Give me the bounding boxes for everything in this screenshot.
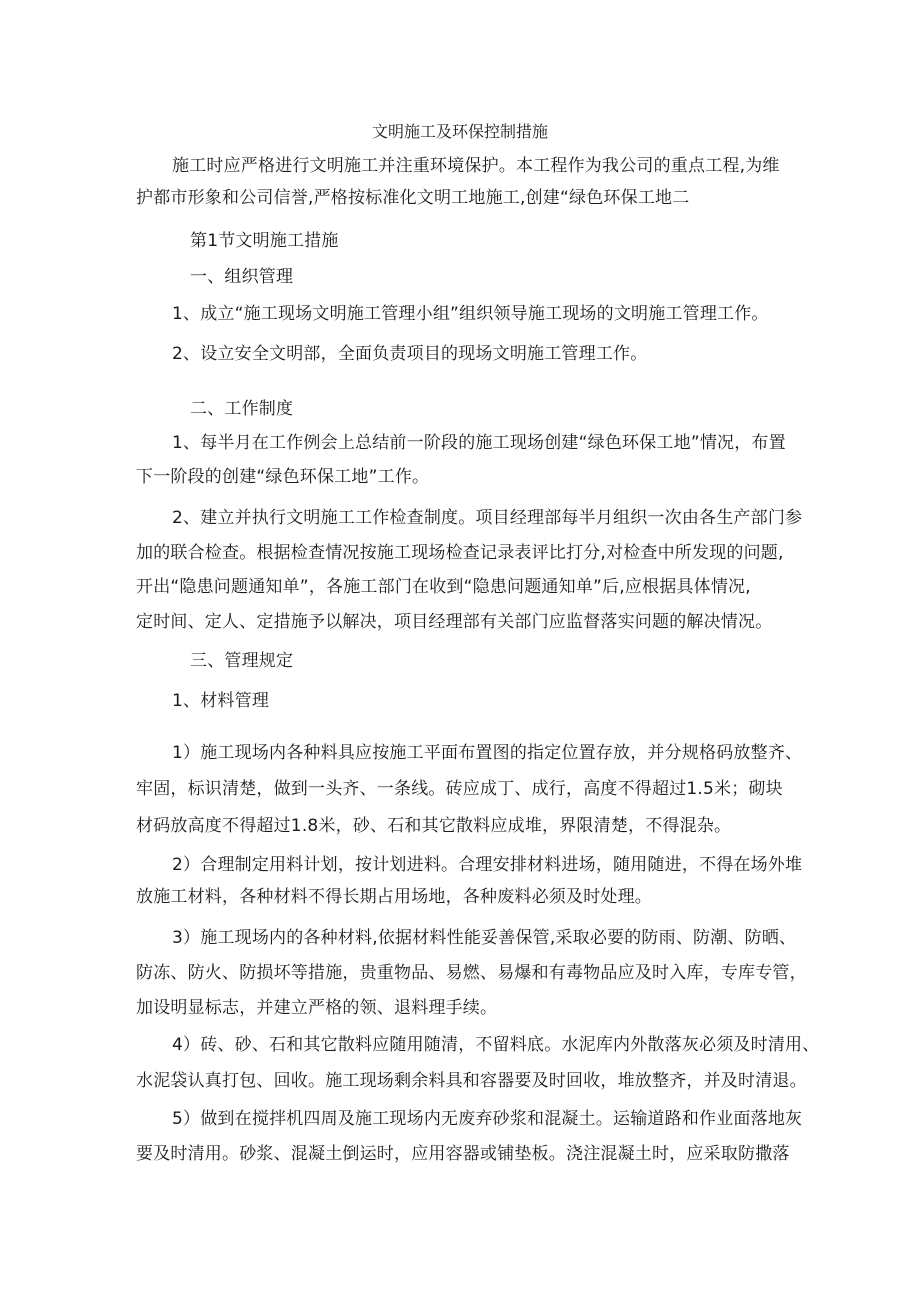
part2-heading: 二、工作制度 — [190, 399, 294, 419]
part3-p5-line-1: 5）做到在搅拌机四周及施工现场内无废弃砂浆和混凝土。运输道路和作业面落地灰 — [172, 1109, 803, 1129]
part2-item1-line-1: 1、每半月在工作例会上总结前一阶段的施工现场创建“绿色环保工地”情况，布置 — [172, 433, 786, 453]
part3-p3-line-3: 加设明显标志，并建立严格的领、退料理手续。 — [136, 998, 498, 1018]
section-heading: 第1节文明施工措施 — [190, 231, 339, 251]
part3-p2-line-1: 2）合理制定用料计划，按计划进料。合理安排材料进场，随用随进，不得在场外堆 — [172, 855, 803, 875]
document-title: 文明施工及环保控制措施 — [371, 122, 548, 141]
part3-heading: 三、管理规定 — [190, 651, 294, 671]
part3-p1-line-3: 材码放高度不得超过1.8米，砂、石和其它散料应成堆，界限清楚，不得混杂。 — [136, 816, 732, 836]
part3-p1-line-1: 1）施工现场内各种料具应按施工平面布置图的指定位置存放，并分规格码放整齐、 — [172, 743, 803, 763]
part3-p1-line-2: 牢固，标识清楚，做到一头齐、一条线。砖应成丁、成行，高度不得超过1.5米；砌块 — [136, 779, 783, 799]
part3-sub1-heading: 1、材料管理 — [172, 691, 270, 711]
part3-p3-line-1: 3）施工现场内的各种材料,依据材料性能妥善保管,采取必要的防雨、防潮、防晒、 — [172, 928, 797, 948]
part1-item-2: 2、设立安全文明部，全面负责项目的现场文明施工管理工作。 — [172, 344, 648, 364]
part3-p4-line-2: 水泥袋认真打包、回收。施工现场剩余料具和容器要及时回收，堆放整齐，并及时清退。 — [136, 1071, 807, 1091]
part2-item2-line-2: 加的联合检查。根据检查情况按施工现场检查记录表评比打分,对检查中所发现的问题, — [136, 543, 784, 563]
part3-p5-line-2: 要及时清用。砂浆、混凝土倒运时，应用容器或铺垫板。浇注混凝土时，应采取防撒落 — [136, 1144, 790, 1164]
part2-item2-line-3: 开出“隐患问题通知单”，各施工部门在收到“隐患问题通知单”后,应根据具体情况, — [136, 577, 751, 597]
part3-p2-line-2: 放施工材料，各种材料不得长期占用场地，各种废料必须及时处理。 — [136, 887, 652, 907]
part1-heading: 一、组织管理 — [190, 267, 294, 287]
part1-item-1: 1、成立“施工现场文明施工管理小组”组织领导施工现场的文明施工管理工作。 — [172, 304, 769, 324]
part2-item2-line-4: 定时间、定人、定措施予以解决，项目经理部有关部门应监督落实问题的解决情况。 — [136, 612, 773, 632]
part3-p4-line-1: 4）砖、砂、石和其它散料应随用随清，不留料底。水泥库内外散落灰必须及时清用、 — [172, 1035, 820, 1055]
intro-line-1: 施工时应严格进行文明施工并注重环境保护。本工程作为我公司的重点工程,为维 — [172, 156, 780, 176]
part2-item2-line-1: 2、建立并执行文明施工工作检查制度。项目经理部每半月组织一次由各生产部门参 — [172, 508, 803, 528]
part2-item1-line-2: 下一阶段的创建“绿色环保工地”工作。 — [136, 467, 430, 487]
part3-p3-line-2: 防冻、防火、防损坏等措施，贵重物品、易燃、易爆和有毒物品应及时入库，专库专管， — [136, 963, 807, 983]
intro-line-2: 护都市形象和公司信誉,严格按标准化文明工地施工,创建“绿色环保工地二 — [136, 188, 690, 208]
